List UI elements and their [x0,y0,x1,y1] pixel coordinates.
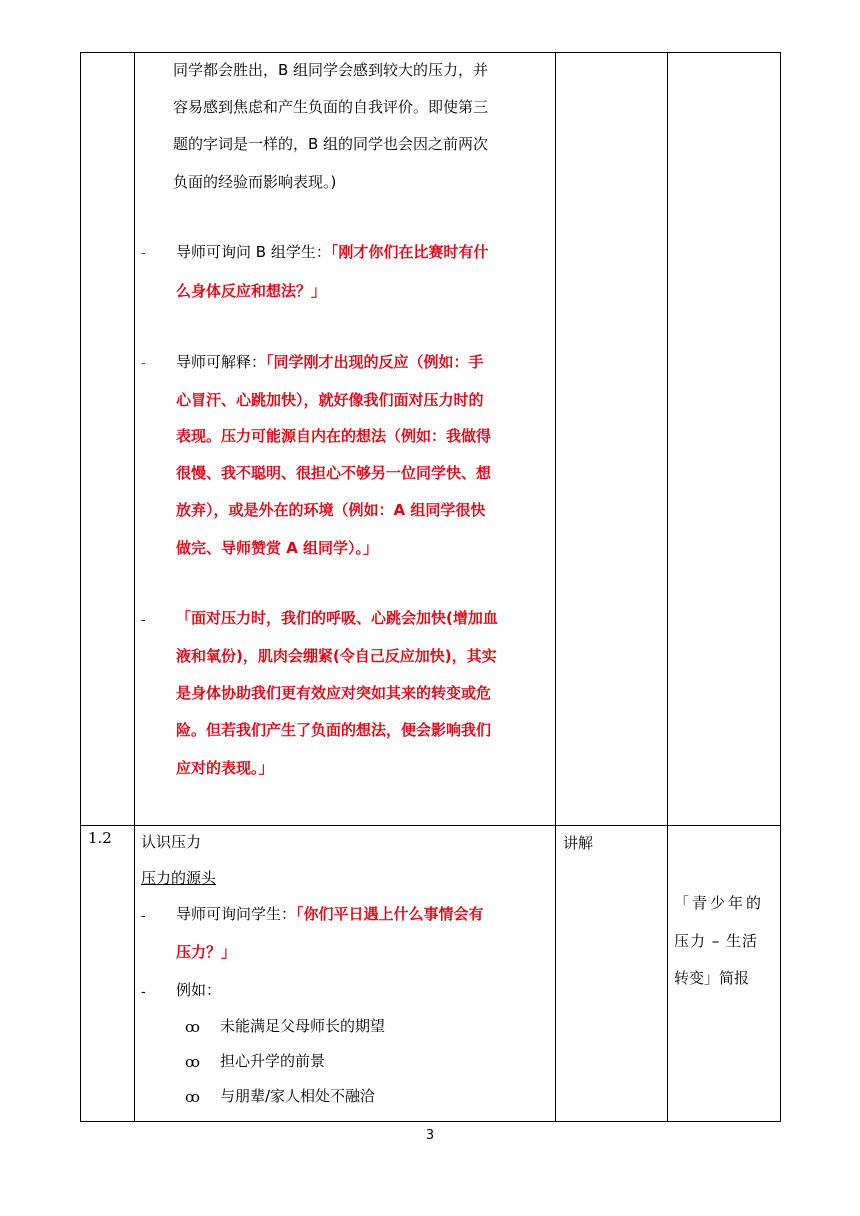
quote-line: 放弃），或是外在的环境（例如：A 组同学很快 [176,501,486,519]
example-item: 未能满足父母师长的期望 [220,1017,386,1035]
list-dash: - [141,613,146,628]
list-dash: - [141,909,146,924]
material-line: 转变」简报 [674,969,750,987]
bullet-icon: ꝏ [185,1053,200,1071]
item-prefix: 导师可询问学生： [176,905,297,923]
list-dash: - [141,356,146,371]
list-item-text [176,352,484,372]
quote-line: 「面对压力时，我们的呼吸、心跳会加快(增加血 [176,609,498,627]
column-divider [555,53,556,1121]
paragraph-line: 容易感到焦虑和产生负面的自我评价。即使第三 [173,98,489,116]
quote-line: 「同学刚才出现的反应（例如：手 [266,353,484,371]
row-divider [81,825,780,826]
section-heading: 认识压力 [141,833,202,851]
list-dash: - [141,985,146,1000]
example-item: 与朋辈/家人相处不融洽 [220,1087,376,1105]
list-dash: - [141,246,146,261]
paragraph-line: 题的字词是一样的，B 组的同学也会因之前两次 [173,135,489,153]
quote-line: 压力？」 [176,943,237,961]
material-line: 「青少年的 [674,894,765,912]
list-item-text: 例如： [176,981,222,999]
section-subheading: 压力的源头 [141,869,217,887]
quote-line: 险。但若我们产生了负面的想法，便会影响我们 [176,721,492,739]
quote-line: 液和氧份)，肌肉会绷紧(令自己反应加快)，其实 [176,647,497,665]
quote-line: 应对的表现。」 [176,759,274,777]
quote-line: 「刚才你们在比赛时有什 [330,243,489,261]
column-divider [667,53,668,1121]
material-line: 压力 – 生活 [674,932,759,950]
section-number: 1.2 [88,829,112,847]
example-item: 担心升学的前景 [220,1052,326,1070]
quote-line: 表现。压力可能源自内在的想法（例如：我做得 [176,427,492,445]
paragraph-line: 同学都会胜出，B 组同学会感到较大的压力，并 [173,61,489,79]
paragraph-line: 负面的经验而影响表现。) [173,173,337,191]
column-divider [134,53,135,1121]
page-number: 3 [425,1128,435,1143]
teaching-method: 讲解 [563,834,594,852]
quote-line: 很慢、我不聪明、很担心不够另一位同学快、想 [176,464,492,482]
quote-line: 么身体反应和想法？」 [176,282,327,300]
quote-line: 心冒汗、心跳加快），就好像我们面对压力时的 [176,391,484,409]
list-item-text [176,904,484,924]
quote-line: 「你们平日遇上什么事情会有 [296,905,484,923]
bullet-icon: ꝏ [185,1018,200,1036]
item-prefix: 导师可解释： [176,353,267,371]
bullet-icon: ꝏ [185,1088,200,1106]
list-item-text [176,242,488,262]
quote-line: 是身体协助我们更有效应对突如其来的转变或危 [176,684,492,702]
quote-line: 做完、导师赞赏 A 组同学）。」 [176,539,379,557]
item-prefix: 导师可询问 B 组学生： [176,243,331,261]
